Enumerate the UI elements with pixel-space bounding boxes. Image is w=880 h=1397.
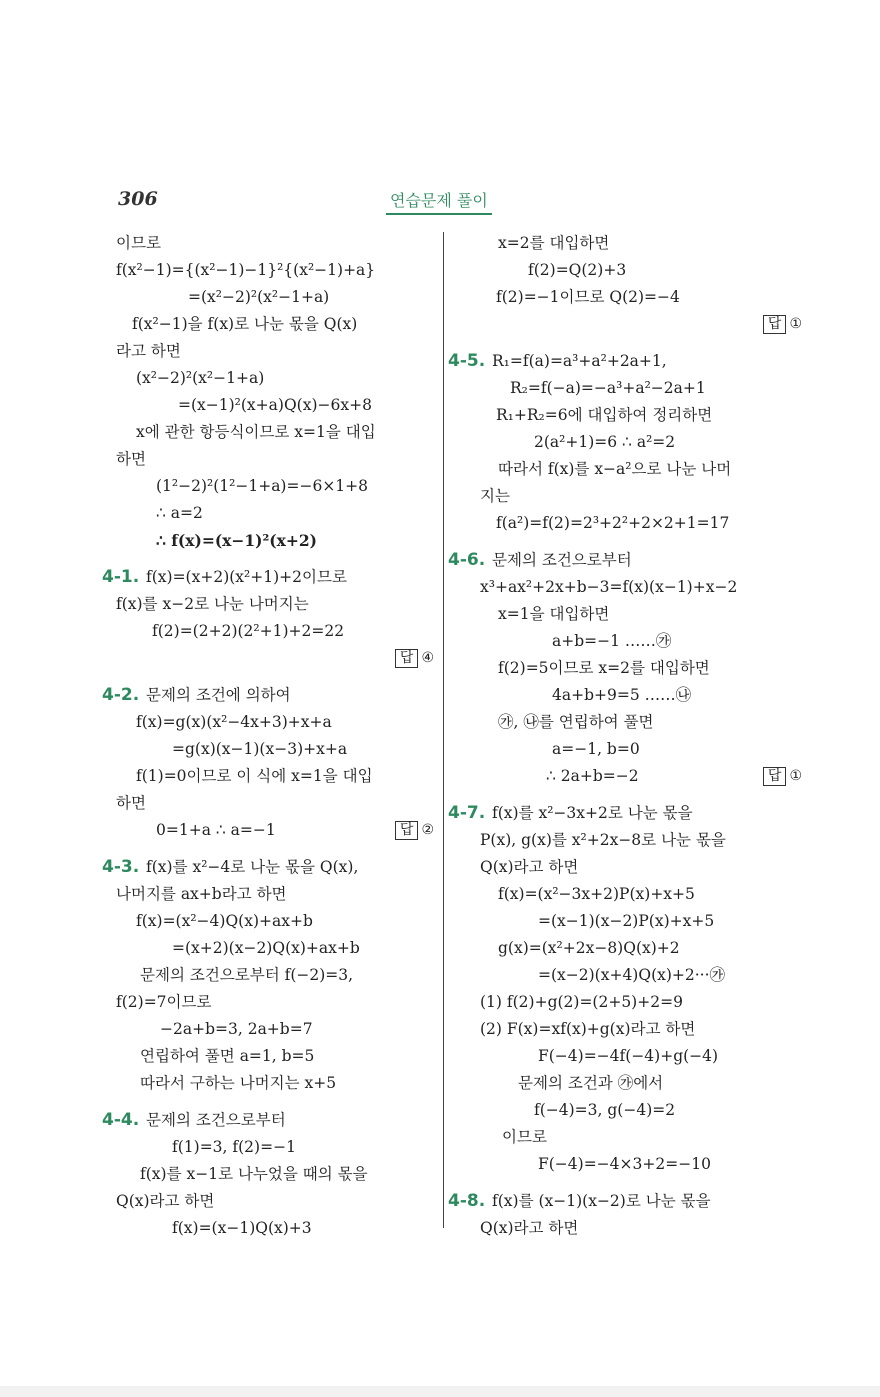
text-line bbox=[462, 1043, 802, 1070]
text-line bbox=[116, 709, 434, 736]
answer-choice: ① bbox=[789, 768, 802, 784]
text-line bbox=[462, 1070, 802, 1097]
line-text: Q(x)라고 하면 bbox=[480, 1219, 579, 1237]
text-line bbox=[462, 709, 802, 736]
answer-box: 답 bbox=[763, 315, 787, 334]
text-line bbox=[116, 230, 434, 257]
solution-heading bbox=[102, 682, 434, 709]
text-line bbox=[462, 881, 802, 908]
text-line bbox=[116, 763, 434, 790]
line-text: =g(x)(x−1)(x−3)+x+a bbox=[172, 740, 348, 758]
text-line bbox=[462, 375, 802, 402]
line-text: f(2)=Q(2)+3 bbox=[528, 261, 627, 279]
text-line bbox=[116, 1161, 434, 1188]
line-text: 나머지를 ax+b라고 하면 bbox=[116, 885, 287, 903]
answer-choice: ① bbox=[789, 316, 802, 332]
text-line bbox=[116, 908, 434, 935]
text-line bbox=[116, 1043, 434, 1070]
answer-mark bbox=[763, 311, 802, 338]
section-header: 연습문제 풀이 bbox=[386, 188, 492, 215]
text-line bbox=[116, 365, 434, 392]
text-line bbox=[116, 989, 434, 1016]
text-line bbox=[462, 429, 802, 456]
line-text: 라고 하면 bbox=[116, 342, 181, 360]
line-text: (1²−2)²(1²−1+a)=−6×1+8 bbox=[156, 477, 369, 495]
text-line bbox=[116, 1016, 434, 1043]
solution-heading bbox=[102, 854, 434, 881]
text-line bbox=[462, 908, 802, 935]
text-line bbox=[116, 338, 434, 365]
line-text: =(x−1)²(x+a)Q(x)−6x+8 bbox=[178, 396, 372, 414]
left-column bbox=[102, 230, 434, 1242]
line-text: 문제의 조건과 ㉮에서 bbox=[518, 1074, 664, 1092]
line-text: f(2)=5이므로 x=2를 대입하면 bbox=[498, 659, 710, 677]
line-text: F(−4)=−4f(−4)+g(−4) bbox=[538, 1047, 719, 1065]
line-text: ㉮, ㉯를 연립하여 풀면 bbox=[498, 713, 654, 731]
line-text: f(x)를 (x−1)(x−2)로 나눈 몫을 bbox=[492, 1192, 711, 1210]
text-line bbox=[462, 1124, 802, 1151]
text-line bbox=[116, 881, 434, 908]
text-line bbox=[462, 1097, 802, 1124]
page-bottom-edge bbox=[0, 1386, 880, 1397]
text-line bbox=[116, 790, 434, 817]
answer-mark bbox=[395, 645, 434, 672]
line-text: f(−4)=3, g(−4)=2 bbox=[534, 1101, 676, 1119]
right-column bbox=[448, 230, 802, 1242]
answer-choice: ④ bbox=[421, 650, 434, 666]
text-line bbox=[462, 311, 802, 338]
problem-number: 4-1. bbox=[102, 567, 140, 587]
line-text: f(x)를 x²−3x+2로 나눈 몫을 bbox=[492, 804, 693, 822]
text-line bbox=[462, 763, 802, 790]
line-text: a=−1, b=0 bbox=[552, 740, 640, 758]
answer-box: 답 bbox=[763, 767, 787, 786]
text-line bbox=[116, 817, 434, 844]
line-text: −2a+b=3, 2a+b=7 bbox=[160, 1020, 313, 1038]
text-line bbox=[462, 989, 802, 1016]
text-line bbox=[116, 446, 434, 473]
line-text: 문제의 조건으로부터 bbox=[492, 551, 632, 569]
line-text: R₂=f(−a)=−a³+a²−2a+1 bbox=[510, 379, 706, 397]
line-text: f(x)=g(x)(x²−4x+3)+x+a bbox=[136, 713, 332, 731]
line-text: =(x+2)(x−2)Q(x)+ax+b bbox=[172, 939, 360, 957]
text-line bbox=[116, 311, 434, 338]
problem-number: 4-2. bbox=[102, 685, 140, 705]
line-text: f(x)=(x+2)(x²+1)+2이므로 bbox=[146, 568, 347, 586]
line-text: ∴ 2a+b=−2 bbox=[546, 767, 639, 785]
text-line bbox=[462, 827, 802, 854]
page-number: 306 bbox=[118, 188, 158, 210]
text-line bbox=[462, 510, 802, 537]
line-text: =(x−1)(x−2)P(x)+x+5 bbox=[538, 912, 715, 930]
line-text: (x²−2)²(x²−1+a) bbox=[136, 369, 265, 387]
answer-box: 답 bbox=[395, 821, 419, 840]
text-line bbox=[462, 456, 802, 483]
line-text: 0=1+a ∴ a=−1 bbox=[156, 821, 276, 839]
text-line bbox=[116, 1134, 434, 1161]
problem-number: 4-4. bbox=[102, 1110, 140, 1130]
text-line bbox=[462, 935, 802, 962]
text-line bbox=[462, 257, 802, 284]
text-line bbox=[116, 284, 434, 311]
solution-heading bbox=[102, 1107, 434, 1134]
answer-choice: ② bbox=[421, 822, 434, 838]
text-line bbox=[116, 500, 434, 527]
line-text: R₁=f(a)=a³+a²+2a+1, bbox=[492, 352, 667, 370]
solution-heading bbox=[448, 348, 802, 375]
line-text: f(x)=(x²−3x+2)P(x)+x+5 bbox=[498, 885, 695, 903]
problem-number: 4-7. bbox=[448, 803, 486, 823]
line-text: f(2)=7이므로 bbox=[116, 993, 212, 1011]
line-text: ∴ a=2 bbox=[156, 504, 203, 522]
text-line bbox=[116, 1215, 434, 1242]
line-text: f(x²−1)을 f(x)로 나눈 몫을 Q(x) bbox=[132, 315, 358, 333]
text-line bbox=[116, 935, 434, 962]
solution-heading bbox=[102, 564, 434, 591]
text-line bbox=[116, 527, 434, 554]
text-line bbox=[116, 591, 434, 618]
solution-heading bbox=[448, 800, 802, 827]
line-text: 문제의 조건에 의하여 bbox=[146, 686, 291, 704]
line-text: Q(x)라고 하면 bbox=[116, 1192, 215, 1210]
line-text: 2(a²+1)=6 ∴ a²=2 bbox=[534, 433, 676, 451]
line-text: x=1을 대입하면 bbox=[498, 605, 610, 623]
answer-mark bbox=[395, 817, 434, 844]
column-divider bbox=[443, 232, 444, 1228]
line-text: (2) F(x)=xf(x)+g(x)라고 하면 bbox=[480, 1020, 696, 1038]
text-line bbox=[116, 392, 434, 419]
text-line bbox=[462, 1016, 802, 1043]
line-text: =(x²−2)²(x²−1+a) bbox=[188, 288, 330, 306]
line-text: 문제의 조건으로부터 bbox=[146, 1111, 286, 1129]
line-text: f(2)=(2+2)(2²+1)+2=22 bbox=[152, 622, 345, 640]
line-text: 이므로 bbox=[116, 234, 161, 252]
text-line bbox=[116, 473, 434, 500]
line-text: 연립하여 풀면 a=1, b=5 bbox=[140, 1047, 315, 1065]
text-line bbox=[462, 1215, 802, 1242]
line-text: Q(x)라고 하면 bbox=[480, 858, 579, 876]
text-line bbox=[116, 645, 434, 672]
text-line bbox=[116, 618, 434, 645]
line-text: F(−4)=−4×3+2=−10 bbox=[538, 1155, 711, 1173]
line-text: x에 관한 항등식이므로 x=1을 대입 bbox=[136, 423, 376, 441]
line-text: x³+ax²+2x+b−3=f(x)(x−1)+x−2 bbox=[480, 578, 738, 596]
text-line bbox=[116, 257, 434, 284]
line-text: f(x)를 x−2로 나눈 나머지는 bbox=[116, 595, 309, 613]
line-text: P(x), g(x)를 x²+2x−8로 나눈 몫을 bbox=[480, 831, 726, 849]
answer-box: 답 bbox=[395, 649, 419, 668]
text-line bbox=[462, 483, 802, 510]
line-text: f(x²−1)={(x²−1)−1}²{(x²−1)+a} bbox=[116, 261, 376, 279]
line-text: x=2를 대입하면 bbox=[498, 234, 610, 252]
line-text: f(x)를 x²−4로 나눈 몫을 Q(x), bbox=[146, 858, 359, 876]
line-text: f(a²)=f(2)=2³+2²+2×2+1=17 bbox=[496, 514, 730, 532]
problem-number: 4-8. bbox=[448, 1191, 486, 1211]
line-text: f(2)=−1이므로 Q(2)=−4 bbox=[496, 288, 680, 306]
text-line bbox=[116, 962, 434, 989]
line-text: 따라서 구하는 나머지는 x+5 bbox=[140, 1074, 337, 1092]
line-text: 따라서 f(x)를 x−a²으로 나눈 나머 bbox=[498, 460, 732, 478]
text-line bbox=[462, 284, 802, 311]
line-text: 하면 bbox=[116, 450, 146, 468]
text-line bbox=[116, 419, 434, 446]
line-text: f(x)=(x²−4)Q(x)+ax+b bbox=[136, 912, 313, 930]
line-text: 문제의 조건으로부터 f(−2)=3, bbox=[140, 966, 354, 984]
line-text: a+b=−1 ……㉮ bbox=[552, 632, 672, 650]
line-text: =(x−2)(x+4)Q(x)+2···㉮ bbox=[538, 966, 726, 984]
line-text: f(x)=(x−1)Q(x)+3 bbox=[172, 1219, 312, 1237]
line-text: (1) f(2)+g(2)=(2+5)+2=9 bbox=[480, 993, 683, 1011]
problem-number: 4-6. bbox=[448, 550, 486, 570]
line-text: g(x)=(x²+2x−8)Q(x)+2 bbox=[498, 939, 680, 957]
text-line bbox=[462, 402, 802, 429]
text-line bbox=[462, 230, 802, 257]
line-text: R₁+R₂=6에 대입하여 정리하면 bbox=[496, 406, 713, 424]
text-line bbox=[462, 574, 802, 601]
line-text: 이므로 bbox=[502, 1128, 547, 1146]
line-text: f(1)=0이므로 이 식에 x=1을 대입 bbox=[136, 767, 373, 785]
text-line bbox=[462, 655, 802, 682]
solution-heading bbox=[448, 1188, 802, 1215]
text-line bbox=[116, 736, 434, 763]
text-line bbox=[116, 1070, 434, 1097]
line-text: f(1)=3, f(2)=−1 bbox=[172, 1138, 296, 1156]
text-line bbox=[462, 601, 802, 628]
text-line bbox=[462, 1151, 802, 1178]
line-text: f(x)를 x−1로 나누었을 때의 몫을 bbox=[140, 1165, 368, 1183]
line-text: 4a+b+9=5 ……㉯ bbox=[552, 686, 692, 704]
text-line bbox=[462, 628, 802, 655]
problem-number: 4-3. bbox=[102, 857, 140, 877]
line-text: 지는 bbox=[480, 487, 510, 505]
problem-number: 4-5. bbox=[448, 351, 486, 371]
line-text: ∴ f(x)=(x−1)²(x+2) bbox=[156, 531, 317, 550]
line-text: 하면 bbox=[116, 794, 146, 812]
answer-mark bbox=[763, 763, 802, 790]
text-line bbox=[116, 1188, 434, 1215]
text-line bbox=[462, 736, 802, 763]
text-line bbox=[462, 682, 802, 709]
text-line bbox=[462, 854, 802, 881]
text-line bbox=[462, 962, 802, 989]
solution-heading bbox=[448, 547, 802, 574]
